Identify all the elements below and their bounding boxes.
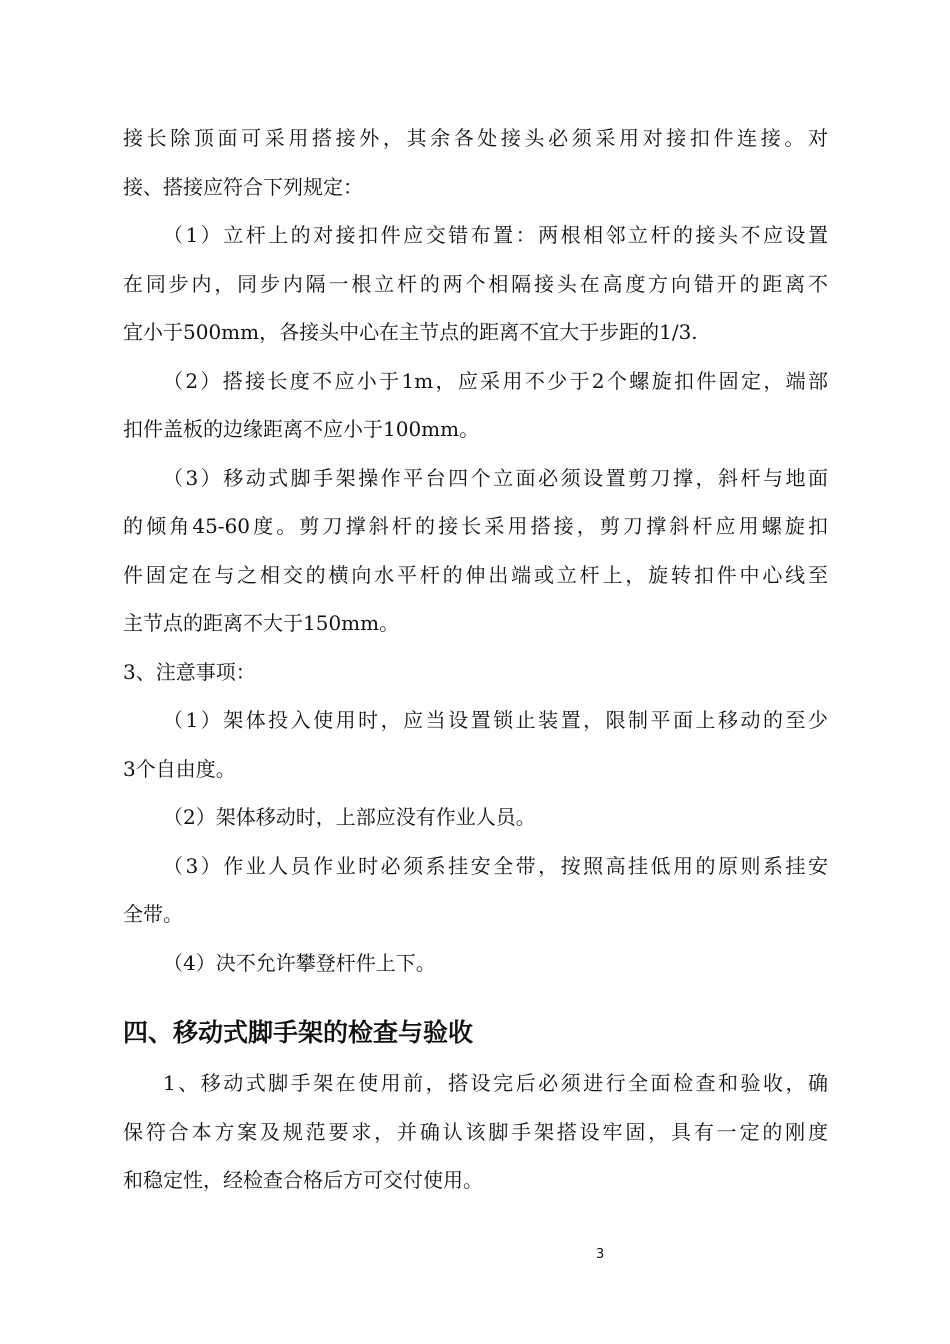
body-text-top: [123, 114, 828, 987]
text-line: 和稳定性，经检查合格后方可交付使用。: [123, 1168, 483, 1192]
text-line: 保符合本方案及规范要求，并确认该脚手架搭设牢固，具有一定的刚度: [123, 1119, 828, 1144]
text-line: 接、搭接应符合下列规定：: [123, 174, 363, 199]
text-line: 3、注意事项：: [123, 659, 256, 684]
text-line: （1）架体投入使用时，应当设置锁止装置，限制平面上移动的至少: [163, 708, 828, 732]
text-line: 的倾角45-60度。剪刀撑斜杆的接长采用搭接，剪刀撑斜杆应用螺旋扣: [123, 514, 828, 538]
text-line: 扣件盖板的边缘距离不应小于100mm。: [123, 417, 480, 441]
text-line: （3）移动式脚手架操作平台四个立面必须设置剪刀撑，斜杆与地面: [163, 465, 828, 490]
text-line: 全带。: [123, 902, 183, 926]
text-line: （2）搭接长度不应小于1m，应采用不少于2个螺旋扣件固定，端部: [163, 368, 828, 393]
page-number: 3: [596, 1247, 605, 1262]
text-line: 接长除顶面可采用搭接外，其余各处接头必须采用对接扣件连接。对: [123, 126, 828, 150]
text-line: （2）架体移动时，上部应没有作业人员。: [163, 805, 536, 829]
text-line: 1、移动式脚手架在使用前，搭设完后必须进行全面检查和验收，确: [163, 1071, 828, 1095]
body-text-bottom: [123, 1059, 828, 1205]
text-line: 主节点的距离不大于150mm。: [123, 611, 400, 635]
text-line: 在同步内，同步内隔一根立杆的两个相隔接头在高度方向错开的距离不: [123, 271, 828, 296]
text-line: 宜小于500mm，各接头中心在主节点的距离不宜大于步距的1/3.: [123, 320, 698, 344]
text-line: （3）作业人员作业时必须系挂安全带，按照高挂低用的原则系挂安: [163, 853, 828, 878]
section-heading: 四、移动式脚手架的检查与验收: [123, 1018, 474, 1047]
text-line: 件固定在与之相交的横向水平杆的伸出端或立杆上，旋转扣件中心线至: [123, 562, 828, 587]
text-line: 3个自由度。: [123, 756, 236, 781]
text-line: （4）决不允许攀登杆件上下。: [163, 950, 436, 975]
text-line: （1）立杆上的对接扣件应交错布置：两根相邻立杆的接头不应设置: [163, 223, 828, 247]
